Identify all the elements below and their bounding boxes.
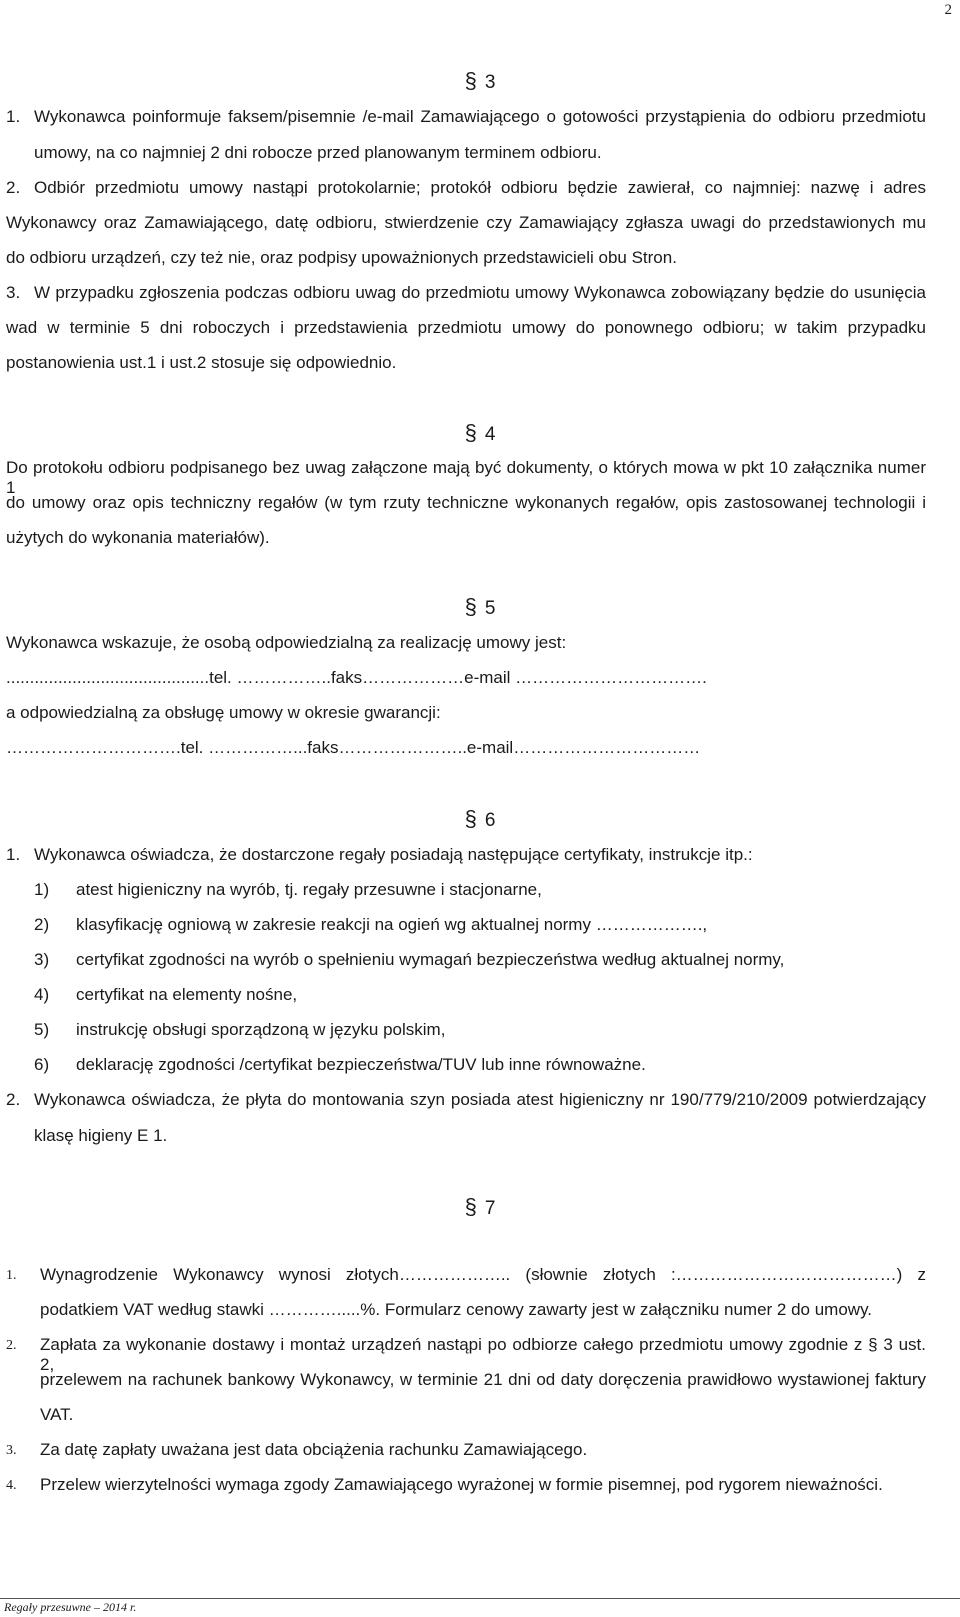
paragraph-line: wad w terminie 5 dni roboczych i przedstawienia przedmiotu umowy do ponownego odbioru; w takim przypadku bbox=[6, 318, 926, 337]
list-number: 2. bbox=[6, 1338, 17, 1353]
footer-text: Regały przesuwne – 2014 r. bbox=[4, 1600, 137, 1614]
paragraph-line: Do protokołu odbioru podpisanego bez uwag załączone mają być dokumenty, o których mowa w pkt 10 załącznika numer 1 bbox=[6, 458, 926, 497]
paragraph-line: Wykonawca poinformuje faksem/pisemnie /e-mail Zamawiającego o gotowości przystąpienia do odbioru przedmiotu bbox=[34, 107, 926, 126]
paragraph-line: a odpowiedzialną za obsługę umowy w okresie gwarancji: bbox=[6, 703, 441, 722]
paragraph-line: do odbioru urządzeń, czy też nie, oraz podpisy upoważnionych przedstawicieli obu Stron. bbox=[6, 248, 677, 267]
paragraph-line: Zapłata za wykonanie dostawy i montaż urządzeń nastąpi po odbiorze całego przedmiotu umowy zgodnie z § 3 ust. 2, bbox=[40, 1335, 926, 1374]
paragraph-line: przelewem na rachunek bankowy Wykonawcy, w terminie 21 dni od daty doręczenia prawidłowo wystawionej faktury bbox=[40, 1370, 926, 1389]
section-heading-4: § 4 bbox=[464, 420, 496, 445]
section-heading-7: § 7 bbox=[464, 1194, 496, 1219]
paragraph-line: Wykonawcy oraz Zamawiającego, datę odbioru, stwierdzenie czy Zamawiający zgłasza uwagi do przedstawionych mu bbox=[6, 213, 926, 232]
list-number: 1. bbox=[6, 845, 21, 864]
list-number: 4) bbox=[34, 985, 50, 1004]
section-heading-3: § 3 bbox=[464, 68, 496, 93]
paragraph-line: Za datę zapłaty uważana jest data obciążenia rachunku Zamawiającego. bbox=[40, 1440, 588, 1459]
page-number: 2 bbox=[944, 2, 952, 18]
list-number: 1. bbox=[6, 1268, 17, 1283]
paragraph-line: do umowy oraz opis techniczny regałów (w tym rzuty techniczne wykonanych regałów, opis zastosowanej technologii i bbox=[6, 493, 926, 512]
paragraph-line: postanowienia ust.1 i ust.2 stosuje się odpowiednio. bbox=[6, 353, 397, 372]
list-number: 2. bbox=[6, 1090, 21, 1109]
paragraph-line: umowy, na co najmniej 2 dni robocze przed planowanym terminem odbioru. bbox=[34, 143, 602, 162]
list-number: 3. bbox=[6, 1443, 17, 1458]
section-heading-5: § 5 bbox=[464, 594, 496, 619]
paragraph-line: W przypadku zgłoszenia podczas odbioru uwag do przedmiotu umowy Wykonawca zobowiązany będzie do usunięcia bbox=[34, 283, 926, 302]
list-number: 5) bbox=[34, 1020, 50, 1039]
footer-divider bbox=[0, 1598, 960, 1599]
paragraph-line: Wynagrodzenie Wykonawcy wynosi złotych……………….. (słownie złotych :…………………………………) z bbox=[40, 1265, 926, 1284]
list-number: 6) bbox=[34, 1055, 50, 1074]
list-item: klasyfikację ogniową w zakresie reakcji na ogień wg aktualnej normy ………………., bbox=[76, 915, 708, 934]
list-number: 3. bbox=[6, 283, 21, 302]
paragraph-line: użytych do wykonania materiałów). bbox=[6, 528, 270, 547]
paragraph-line: Wykonawca wskazuje, że osobą odpowiedzialną za realizację umowy jest: bbox=[6, 633, 567, 652]
list-number: 2) bbox=[34, 915, 50, 934]
paragraph-line: Odbiór przedmiotu umowy nastąpi protokolarnie; protokół odbioru będzie zawierał, co najmniej: nazwę i adres bbox=[34, 178, 926, 197]
list-number: 4. bbox=[6, 1478, 17, 1493]
list-item: certyfikat zgodności na wyrób o spełnieniu wymagań bezpieczeństwa według aktualnej normy, bbox=[76, 950, 785, 969]
paragraph-line: Wykonawca oświadcza, że dostarczone regały posiadają następujące certyfikaty, instrukcje itp.: bbox=[34, 845, 753, 864]
contact-line: ………………………….tel. ……………...faks…………………..e-mail…………………………… bbox=[6, 738, 701, 757]
section-heading-6: § 6 bbox=[464, 806, 496, 831]
paragraph-line: Przelew wierzytelności wymaga zgody Zamawiającego wyrażonej w formie pisemnej, pod rygorem nieważności. bbox=[40, 1475, 883, 1494]
paragraph-line: VAT. bbox=[40, 1405, 74, 1424]
list-number: 1. bbox=[6, 107, 21, 126]
list-number: 3) bbox=[34, 950, 50, 969]
contact-line: ...........................................tel. ……………..faks………………e-mail ……………………………. bbox=[6, 668, 707, 687]
list-item: instrukcję obsługi sporządzoną w języku polskim, bbox=[76, 1020, 446, 1039]
list-item: certyfikat na elementy nośne, bbox=[76, 985, 298, 1004]
paragraph-line: klasę higieny E 1. bbox=[34, 1126, 168, 1145]
paragraph-line: podatkiem VAT według stawki ………….....%. Formularz cenowy zawarty jest w załączniku numer 2 do umowy. bbox=[40, 1300, 873, 1319]
list-number: 1) bbox=[34, 880, 50, 899]
paragraph-line: Wykonawca oświadcza, że płyta do montowania szyn posiada atest higieniczny nr 190/779/210/2009 potwierdzający bbox=[34, 1090, 926, 1109]
list-number: 2. bbox=[6, 178, 21, 197]
list-item: atest higieniczny na wyrób, tj. regały przesuwne i stacjonarne, bbox=[76, 880, 542, 899]
list-item: deklarację zgodności /certyfikat bezpieczeństwa/TUV lub inne równoważne. bbox=[76, 1055, 646, 1074]
